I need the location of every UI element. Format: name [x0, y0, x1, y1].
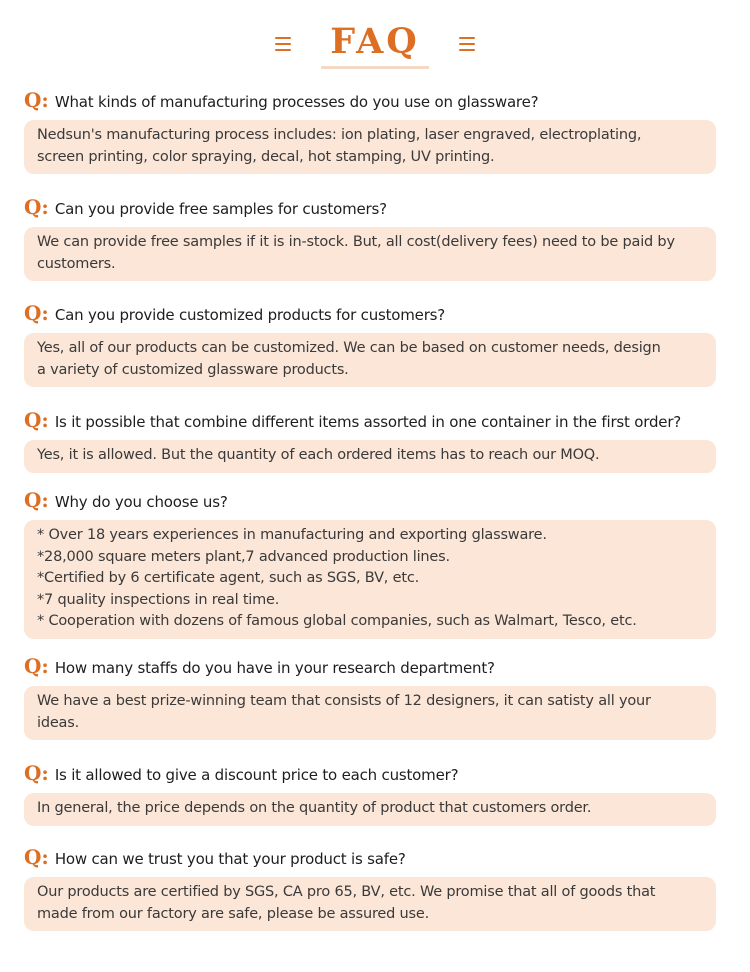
faq-item: [24, 195, 716, 281]
answer-line: Yes, it is allowed. But the quantity of each ordered items has to reach our MOQ.: [37, 447, 600, 463]
question-text: Is it possible that combine different items assorted in one container in the first order?: [54, 413, 682, 431]
answer-line: customers.: [37, 255, 116, 272]
faq-answer: [24, 793, 716, 826]
question-text: Can you provide free samples for customers?: [54, 200, 387, 218]
question-marker: Q:: [24, 654, 49, 678]
faq-item: [24, 408, 716, 473]
faq-answer: [24, 686, 716, 740]
faq-answer: [24, 333, 716, 387]
answer-line: *7 quality inspections in real time.: [37, 591, 280, 608]
faq-question: [24, 301, 716, 327]
faq-item: [24, 654, 716, 740]
question-marker: Q:: [24, 761, 49, 785]
question-marker: Q:: [24, 408, 49, 432]
faq-answer: [24, 227, 716, 281]
faq-question: [24, 761, 716, 787]
menu-lines-icon: [459, 37, 475, 51]
question-marker: Q:: [24, 845, 49, 869]
answer-line: We have a best prize-winning team that consists of 12 designers, it can satisty all your: [37, 693, 651, 709]
faq-item: [24, 845, 716, 931]
answer-line: screen printing, color spraying, decal, hot stamping, UV printing.: [37, 148, 495, 165]
answer-line: a variety of customized glassware products.: [37, 361, 349, 378]
answer-line: * Over 18 years experiences in manufacturing and exporting glassware.: [37, 527, 547, 543]
question-text: Why do you choose us?: [54, 493, 228, 511]
faq-item: [24, 761, 716, 826]
answer-line: *28,000 square meters plant,7 advanced production lines.: [37, 548, 450, 565]
faq-item: [24, 88, 716, 174]
question-text: How many staffs do you have in your research department?: [54, 659, 495, 677]
answer-line: We can provide free samples if it is in-stock. But, all cost(delivery fees) need to be paid by: [37, 234, 675, 250]
answer-line: ideas.: [37, 714, 80, 731]
answer-line: In general, the price depends on the quantity of product that customers order.: [37, 800, 592, 816]
faq-question: [24, 195, 716, 221]
question-text: How can we trust you that your product is safe?: [54, 850, 406, 868]
faq-answer: [24, 520, 716, 639]
answer-line: Nedsun's manufacturing process includes: ion plating, laser engraved, electroplating,: [37, 127, 642, 143]
answer-line: *Certified by 6 certificate agent, such as SGS, BV, etc.: [37, 570, 419, 586]
answer-line: made from our factory are safe, please be assured use.: [37, 905, 430, 922]
faq-question: [24, 845, 716, 871]
faq-question: [24, 654, 716, 680]
faq-item: [24, 301, 716, 387]
question-marker: Q:: [24, 195, 49, 219]
question-text: Is it allowed to give a discount price to each customer?: [54, 766, 459, 784]
page-title: FAQ: [321, 20, 428, 69]
answer-line: Yes, all of our products can be customized. We can be based on customer needs, design: [37, 340, 661, 356]
faq-answer: [24, 120, 716, 174]
menu-lines-icon: [275, 37, 291, 51]
question-text: What kinds of manufacturing processes do you use on glassware?: [54, 93, 539, 111]
faq-question: [24, 488, 716, 514]
faq-question: [24, 88, 716, 114]
question-marker: Q:: [24, 88, 49, 112]
faq-question: [24, 408, 716, 434]
faq-item: [24, 488, 716, 639]
faq-answer: [24, 440, 716, 473]
answer-line: * Cooperation with dozens of famous global companies, such as Walmart, Tesco, etc.: [37, 613, 637, 629]
question-marker: Q:: [24, 488, 49, 512]
question-text: Can you provide customized products for customers?: [54, 306, 446, 324]
faq-header: [0, 18, 750, 70]
answer-line: Our products are certified by SGS, CA pro 65, BV, etc. We promise that all of goods that: [37, 884, 656, 900]
faq-answer: [24, 877, 716, 931]
question-marker: Q:: [24, 301, 49, 325]
